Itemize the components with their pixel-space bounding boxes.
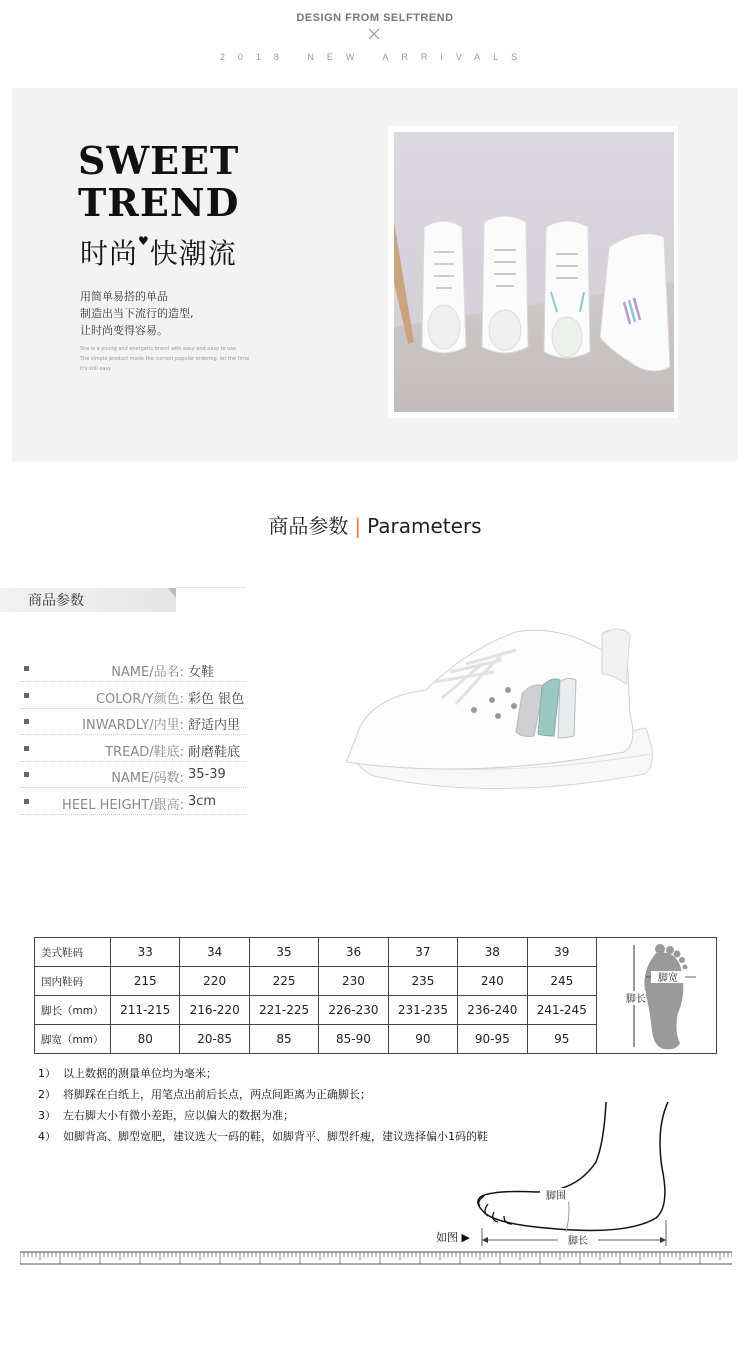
table-cell: 235 bbox=[388, 967, 457, 996]
table-cell: 95 bbox=[527, 1025, 596, 1054]
bullet-icon bbox=[24, 799, 29, 804]
sneaker-product-image bbox=[346, 612, 658, 810]
row-header: 国内鞋码 bbox=[35, 967, 111, 996]
tab-divider bbox=[176, 587, 246, 588]
heart-icon: ♥ bbox=[138, 234, 150, 248]
param-value: 3cm bbox=[188, 794, 217, 809]
hero-eng-line: It's still easy bbox=[80, 366, 112, 372]
table-cell: 211-215 bbox=[111, 996, 180, 1025]
param-key: TREAD/鞋底: bbox=[105, 745, 184, 760]
table-cell: 85-90 bbox=[319, 1025, 388, 1054]
param-key: HEEL HEIGHT/跟高: bbox=[62, 798, 184, 813]
param-row bbox=[20, 683, 246, 709]
bullet-icon bbox=[24, 772, 29, 777]
parameters-heading bbox=[0, 510, 750, 539]
parameters-heading-en: Parameters bbox=[367, 514, 482, 538]
table-cell: 39 bbox=[527, 938, 596, 967]
parameters-heading-zh: 商品参数 bbox=[268, 514, 349, 538]
table-cell: 225 bbox=[249, 967, 318, 996]
table-cell: 241-245 bbox=[527, 996, 596, 1025]
note-text: 以上数据的测量单位均为毫米； bbox=[63, 1067, 217, 1080]
hero-desc-line: 用简单易搭的单品 bbox=[80, 290, 168, 303]
param-row bbox=[20, 709, 246, 735]
table-cell: 34 bbox=[180, 938, 249, 967]
cross-icon bbox=[366, 26, 382, 42]
note-text: 左右脚大小有微小差距，应以偏大的数据为准； bbox=[63, 1109, 294, 1122]
hero-desc-line: 让时尚变得容易。 bbox=[80, 324, 168, 337]
table-cell: 240 bbox=[458, 967, 527, 996]
hero-title-line1: SWEET bbox=[78, 138, 240, 183]
hero-subtitle bbox=[80, 232, 237, 272]
param-value: 35-39 bbox=[188, 767, 226, 782]
new-arrivals-tagline: 2018 NEW ARRIVALS bbox=[219, 52, 531, 62]
foot-side-diagram bbox=[476, 1100, 686, 1250]
note-text: 将脚踩在白纸上，用笔点出前后长点，两点间距离为正确脚长； bbox=[63, 1088, 371, 1101]
note-number: 1） bbox=[38, 1067, 56, 1080]
hero-english-text bbox=[80, 344, 300, 374]
table-cell: 35 bbox=[249, 938, 318, 967]
row-header: 脚宽（mm） bbox=[35, 1025, 111, 1054]
param-value: 舒适内里 bbox=[188, 718, 241, 733]
table-cell: 220 bbox=[180, 967, 249, 996]
note-number: 3） bbox=[38, 1109, 56, 1122]
table-cell: 215 bbox=[111, 967, 180, 996]
measurement-notes bbox=[38, 1063, 488, 1147]
bullet-icon bbox=[24, 693, 29, 698]
params-tab bbox=[0, 588, 176, 612]
note-number: 2） bbox=[38, 1088, 56, 1101]
ruler bbox=[20, 1250, 732, 1266]
table-cell: 231-235 bbox=[388, 996, 457, 1025]
foot-sole-diagram bbox=[624, 941, 704, 1053]
row-header: 美式鞋码 bbox=[35, 938, 111, 967]
table-cell: 236-240 bbox=[458, 996, 527, 1025]
table-cell: 90-95 bbox=[458, 1025, 527, 1054]
note-number: 4） bbox=[38, 1130, 56, 1143]
param-value: 女鞋 bbox=[188, 665, 215, 680]
hero-description bbox=[80, 288, 194, 339]
heading-separator: | bbox=[354, 514, 362, 538]
sneakers-photo bbox=[394, 132, 674, 412]
hero-eng-line: She is a young and energetic brand with easy and easy to use bbox=[80, 346, 237, 352]
table-cell: 216-220 bbox=[180, 996, 249, 1025]
table-cell: 90 bbox=[388, 1025, 457, 1054]
row-header: 脚长（mm） bbox=[35, 996, 111, 1025]
table-cell: 230 bbox=[319, 967, 388, 996]
hero-title bbox=[78, 140, 240, 224]
note-item bbox=[38, 1063, 488, 1084]
param-value: 耐磨鞋底 bbox=[188, 745, 241, 760]
table-cell: 226-230 bbox=[319, 996, 388, 1025]
bullet-icon bbox=[24, 719, 29, 724]
table-cell: 245 bbox=[527, 967, 596, 996]
param-row bbox=[20, 789, 246, 815]
table-cell: 80 bbox=[111, 1025, 180, 1054]
size-table bbox=[34, 937, 717, 1054]
table-cell: 85 bbox=[249, 1025, 318, 1054]
param-row bbox=[20, 762, 246, 788]
hero-eng-line: The simple product made the current popular ordering, let the time bbox=[80, 356, 250, 362]
table-cell: 33 bbox=[111, 938, 180, 967]
params-tab-label: 商品参数 bbox=[28, 593, 84, 609]
hero-subtitle-a: 时尚 bbox=[80, 237, 139, 270]
brand-tagline: DESIGN FROM SELFTREND bbox=[296, 12, 454, 24]
bullet-icon bbox=[24, 746, 29, 751]
girth-label: 脚围 bbox=[546, 1191, 566, 1202]
foot-length-label: 脚长 bbox=[626, 994, 646, 1005]
param-key: INWARDLY/内里: bbox=[82, 718, 184, 733]
hero-subtitle-b: 快潮流 bbox=[149, 237, 237, 270]
param-row bbox=[20, 736, 246, 762]
hero-desc-line: 制造出当下流行的造型, bbox=[80, 307, 194, 320]
table-row bbox=[35, 938, 717, 967]
note-item bbox=[38, 1084, 488, 1105]
bullet-icon bbox=[24, 666, 29, 671]
as-shown-label: 如图 ▶ bbox=[436, 1231, 470, 1244]
param-key: COLOR/Y颜色: bbox=[95, 692, 184, 707]
param-value: 彩色 银色 bbox=[188, 692, 245, 707]
table-cell: 37 bbox=[388, 938, 457, 967]
table-cell: 38 bbox=[458, 938, 527, 967]
table-cell: 36 bbox=[319, 938, 388, 967]
param-key: NAME/码数: bbox=[111, 771, 184, 786]
hero-title-line2: TREND bbox=[78, 180, 240, 225]
note-item bbox=[38, 1126, 488, 1147]
note-item bbox=[38, 1105, 488, 1126]
table-cell: 221-225 bbox=[249, 996, 318, 1025]
table-cell: 20-85 bbox=[180, 1025, 249, 1054]
param-key: NAME/品名: bbox=[111, 665, 184, 680]
length-label: 脚长 bbox=[568, 1236, 588, 1247]
param-row bbox=[20, 656, 246, 682]
foot-width-label: 脚宽 bbox=[658, 973, 678, 984]
note-text: 如脚背高、脚型宽肥，建议选大一码的鞋，如脚背平、脚型纤瘦，建议选择偏小1码的鞋 bbox=[63, 1130, 488, 1143]
